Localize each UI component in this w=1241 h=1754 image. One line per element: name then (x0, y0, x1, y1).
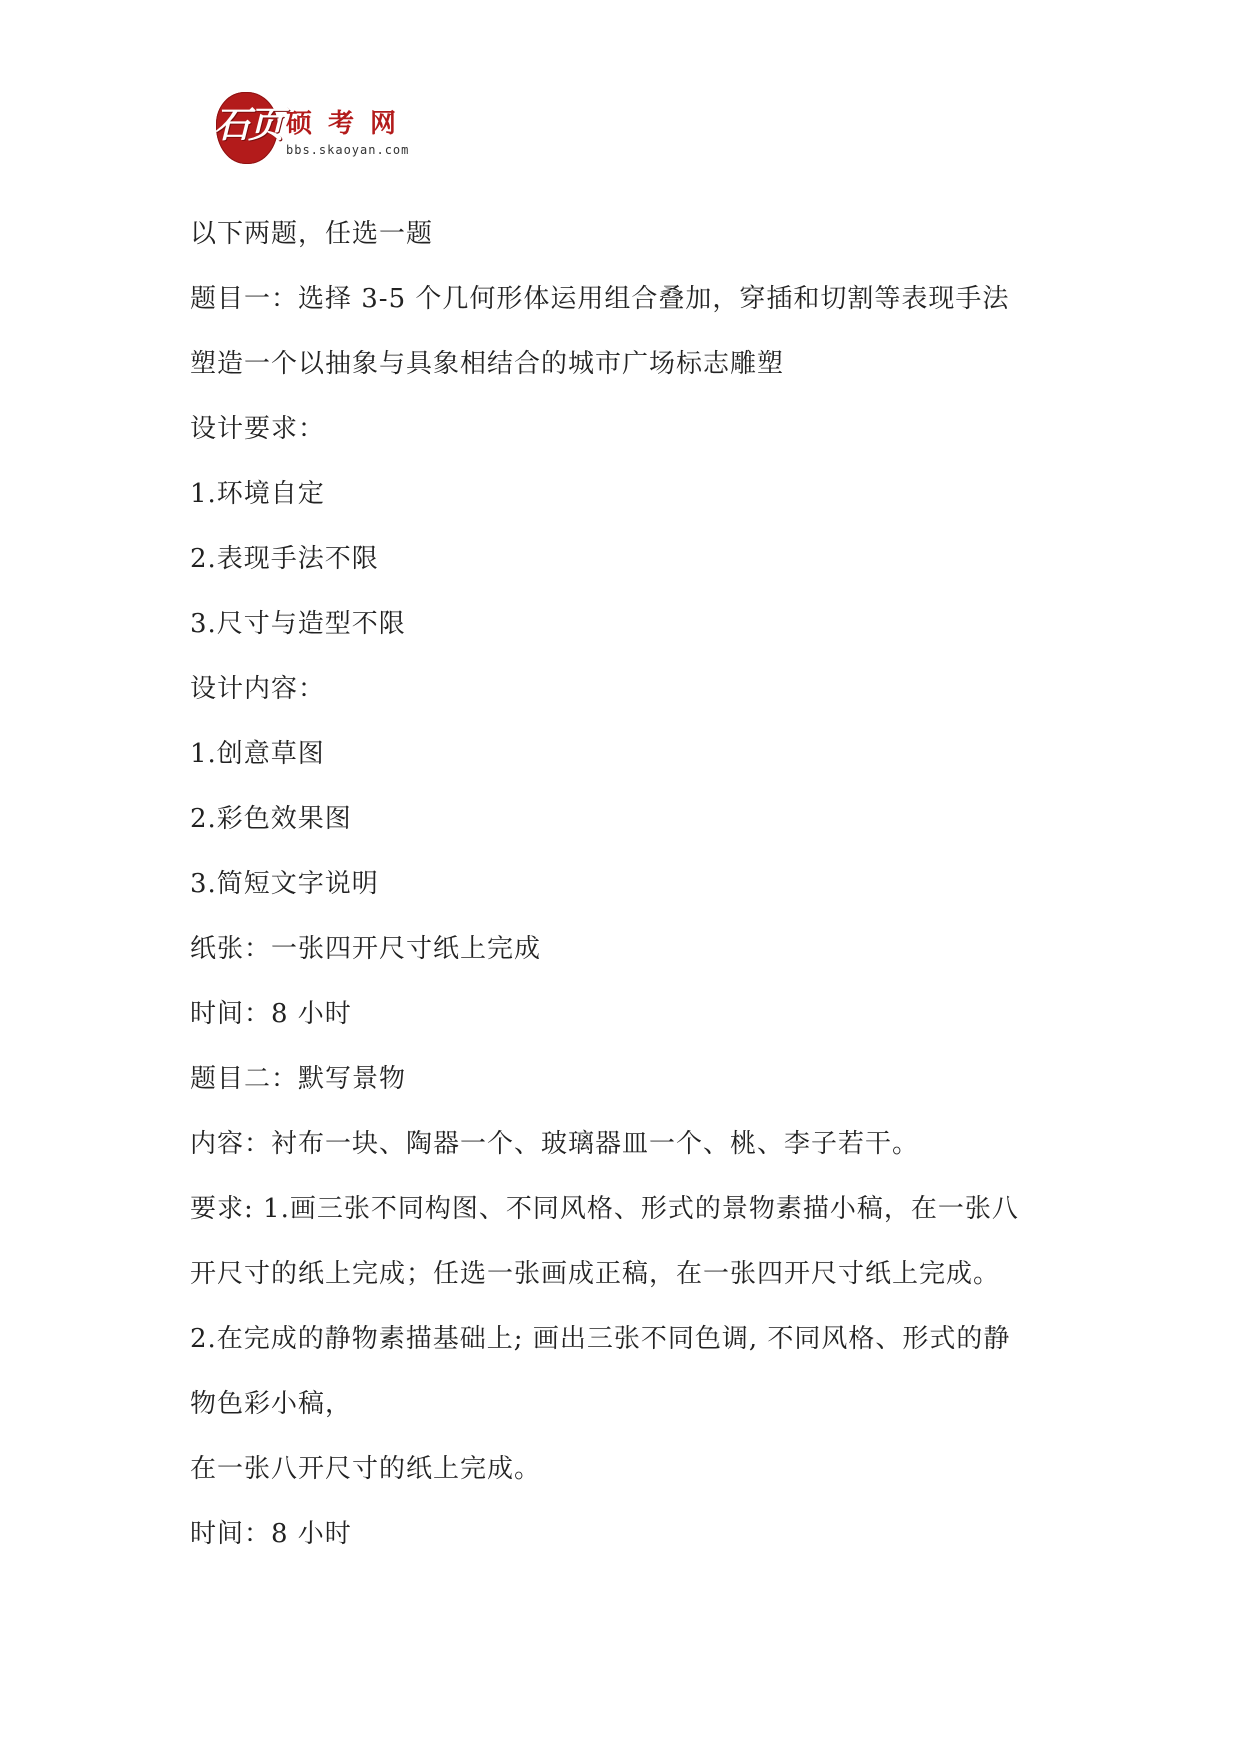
text-line-requirement-3: 3.尺寸与造型不限 (190, 609, 406, 639)
text-line-time-2: 时间：8 小时 (190, 1519, 352, 1549)
text-line-topic2-req-1-cont: 开尺寸的纸上完成；任选一张画成正稿，在一张四开尺寸纸上完成。 (190, 1259, 1001, 1289)
text-line-topic2-content: 内容：衬布一块、陶器一个、玻璃器皿一个、桃、李子若干。 (190, 1129, 920, 1159)
logo-url: bbs.skaoyan.com (286, 143, 410, 157)
logo-badge (213, 92, 282, 164)
text-line-design-content-heading: 设计内容： (190, 674, 326, 704)
text-line-topic2-req-2-cont: 物色彩小稿， (190, 1389, 353, 1419)
logo-site-name: 硕考网 (286, 109, 413, 139)
text-line-topic1-title: 题目一：选择 3-5 个几何形体运用组合叠加，穿插和切割等表现手法 (190, 284, 1010, 314)
text-line-content-3: 3.简短文字说明 (190, 869, 379, 899)
text-line-time-1: 时间：8 小时 (190, 999, 352, 1029)
text-line-requirement-1: 1.环境自定 (190, 479, 325, 509)
text-line-topic2-req-1: 要求: 1.画三张不同构图、不同风格、形式的景物素描小稿，在一张八 (190, 1194, 1019, 1224)
text-line-paper: 纸张：一张四开尺寸纸上完成 (190, 934, 542, 964)
text-line-topic2-title: 题目二：默写景物 (190, 1064, 407, 1094)
document-body (190, 210, 1090, 1575)
text-line-design-requirements-heading: 设计要求： (190, 414, 326, 444)
text-line-intro: 以下两题，任选一题 (190, 219, 434, 249)
text-line-topic2-req-2-end: 在一张八开尺寸的纸上完成。 (190, 1454, 542, 1484)
text-line-requirement-2: 2.表现手法不限 (190, 544, 379, 574)
text-line-content-2: 2.彩色效果图 (190, 804, 352, 834)
logo-badge-text: 石页 (213, 105, 282, 146)
text-line-topic1-title-cont: 塑造一个以抽象与具象相结合的城市广场标志雕塑 (190, 349, 785, 379)
text-line-content-1: 1.创意草图 (190, 739, 325, 769)
text-line-topic2-req-2: 2.在完成的静物素描基础上; 画出三张不同色调, 不同风格、形式的静 (190, 1324, 1011, 1354)
site-logo (213, 90, 436, 170)
